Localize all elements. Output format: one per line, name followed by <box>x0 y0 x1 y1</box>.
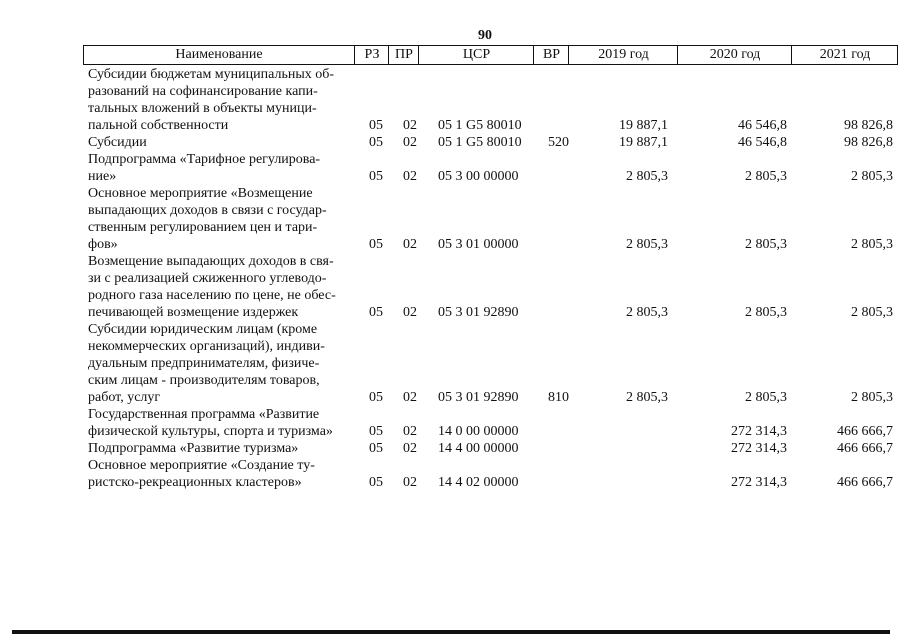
code-csr: 05 3 00 00000 <box>438 169 519 184</box>
row-name-line: некоммерческих организаций), индиви- <box>88 339 325 354</box>
column-header-2021: 2021 год <box>791 46 898 64</box>
code-vr: 520 <box>548 135 569 150</box>
row-name-line: ственным регулированием цен и тари- <box>88 220 318 235</box>
code-rz: 05 <box>369 441 383 456</box>
code-csr: 14 0 00 00000 <box>438 424 519 439</box>
column-header-2019: 2019 год <box>568 46 678 64</box>
row-name-line: ние» <box>88 169 117 184</box>
amount-2019: 2 805,3 <box>626 390 668 405</box>
amount-2019: 2 805,3 <box>626 305 668 320</box>
table-row <box>0 134 905 151</box>
row-name <box>88 440 356 457</box>
column-header-name: Наименование <box>175 47 263 62</box>
amount-2019: 19 887,1 <box>619 118 668 133</box>
amount-2020: 272 314,3 <box>731 475 787 490</box>
row-name-line: Возмещение выпадающих доходов в свя- <box>88 254 334 269</box>
row-name-line: Основное мероприятие «Возмещение <box>88 186 313 201</box>
amount-2019: 19 887,1 <box>619 135 668 150</box>
amount-2021: 2 805,3 <box>851 237 893 252</box>
table-row <box>0 406 905 440</box>
row-name <box>88 185 356 253</box>
code-csr: 05 3 01 00000 <box>438 237 519 252</box>
amount-2020: 2 805,3 <box>745 237 787 252</box>
row-name <box>88 66 356 134</box>
table-row <box>0 321 905 406</box>
amount-2020: 46 546,8 <box>738 135 787 150</box>
row-name-line: физической культуры, спорта и туризма» <box>88 424 333 439</box>
row-name-line: работ, услуг <box>88 390 161 405</box>
code-rz: 05 <box>369 135 383 150</box>
row-name-line: ским лицам - производителям товаров, <box>88 373 320 388</box>
row-name-line: Субсидии юридическим лицам (кроме <box>88 322 318 337</box>
code-pr: 02 <box>403 305 417 320</box>
amount-2019: 2 805,3 <box>626 237 668 252</box>
amount-2020: 272 314,3 <box>731 424 787 439</box>
amount-2021: 466 666,7 <box>837 424 893 439</box>
amount-2021: 2 805,3 <box>851 169 893 184</box>
amount-2021: 98 826,8 <box>844 135 893 150</box>
row-name-line: Субсидии бюджетам муниципальных об- <box>88 67 335 82</box>
column-header-pr: ПР <box>388 46 419 64</box>
row-name-line: Подпрограмма «Развитие туризма» <box>88 441 299 456</box>
code-rz: 05 <box>369 424 383 439</box>
amount-2021: 466 666,7 <box>837 475 893 490</box>
code-csr: 05 1 G5 80010 <box>438 135 522 150</box>
amount-2021: 2 805,3 <box>851 390 893 405</box>
code-csr: 14 4 00 00000 <box>438 441 519 456</box>
row-name-line: разований на софинансирование капи- <box>88 84 318 99</box>
code-csr: 05 3 01 92890 <box>438 390 519 405</box>
amount-2020: 272 314,3 <box>731 441 787 456</box>
row-name-line: пальной собственности <box>88 118 229 133</box>
code-rz: 05 <box>369 237 383 252</box>
row-name-line: Основное мероприятие «Создание ту- <box>88 458 315 473</box>
row-name-line: родного газа населению по цене, не обес- <box>88 288 336 303</box>
code-pr: 02 <box>403 237 417 252</box>
row-name-line: печивающей возмещение издержек <box>88 305 299 320</box>
row-name <box>88 321 356 406</box>
code-rz: 05 <box>369 305 383 320</box>
row-name-line: ристско-рекреационных кластеров» <box>88 475 302 490</box>
code-pr: 02 <box>403 475 417 490</box>
amount-2020: 2 805,3 <box>745 305 787 320</box>
amount-2021: 98 826,8 <box>844 118 893 133</box>
page-bottom-rule <box>12 630 890 634</box>
amount-2020: 2 805,3 <box>745 390 787 405</box>
amount-2021: 466 666,7 <box>837 441 893 456</box>
page-number: 90 <box>478 28 492 43</box>
table-row <box>0 457 905 491</box>
code-pr: 02 <box>403 424 417 439</box>
code-rz: 05 <box>369 475 383 490</box>
code-pr: 02 <box>403 118 417 133</box>
code-rz: 05 <box>369 390 383 405</box>
table-row <box>0 66 905 134</box>
row-name-line: Субсидии <box>88 135 147 150</box>
row-name <box>88 406 356 440</box>
amount-2020: 2 805,3 <box>745 169 787 184</box>
row-name <box>88 151 356 185</box>
column-header-rz: РЗ <box>354 46 389 64</box>
code-pr: 02 <box>403 390 417 405</box>
code-csr: 14 4 02 00000 <box>438 475 519 490</box>
table-row <box>0 253 905 321</box>
column-header-csr: ЦСР <box>418 46 534 64</box>
code-rz: 05 <box>369 118 383 133</box>
row-name-line: тальных вложений в объекты муници- <box>88 101 317 116</box>
code-csr: 05 3 01 92890 <box>438 305 519 320</box>
amount-2021: 2 805,3 <box>851 305 893 320</box>
row-name-line: выпадающих доходов в связи с государ- <box>88 203 327 218</box>
code-pr: 02 <box>403 441 417 456</box>
column-header-2020: 2020 год <box>677 46 792 64</box>
table-row <box>0 440 905 457</box>
row-name-line: фов» <box>88 237 118 252</box>
table-row <box>0 185 905 253</box>
row-name <box>88 134 356 151</box>
row-name <box>88 253 356 321</box>
row-name-line: Государственная программа «Развитие <box>88 407 320 422</box>
amount-2020: 46 546,8 <box>738 118 787 133</box>
row-name-line: дуальным предпринимателям, физиче- <box>88 356 320 371</box>
code-rz: 05 <box>369 169 383 184</box>
code-vr: 810 <box>548 390 569 405</box>
code-csr: 05 1 G5 80010 <box>438 118 522 133</box>
column-header-vr: ВР <box>533 46 569 64</box>
table-row <box>0 151 905 185</box>
amount-2019: 2 805,3 <box>626 169 668 184</box>
row-name-line: зи с реализацией сжиженного углеводо- <box>88 271 327 286</box>
code-pr: 02 <box>403 169 417 184</box>
code-pr: 02 <box>403 135 417 150</box>
row-name-line: Подпрограмма «Тарифное регулирова- <box>88 152 321 167</box>
row-name <box>88 457 356 491</box>
